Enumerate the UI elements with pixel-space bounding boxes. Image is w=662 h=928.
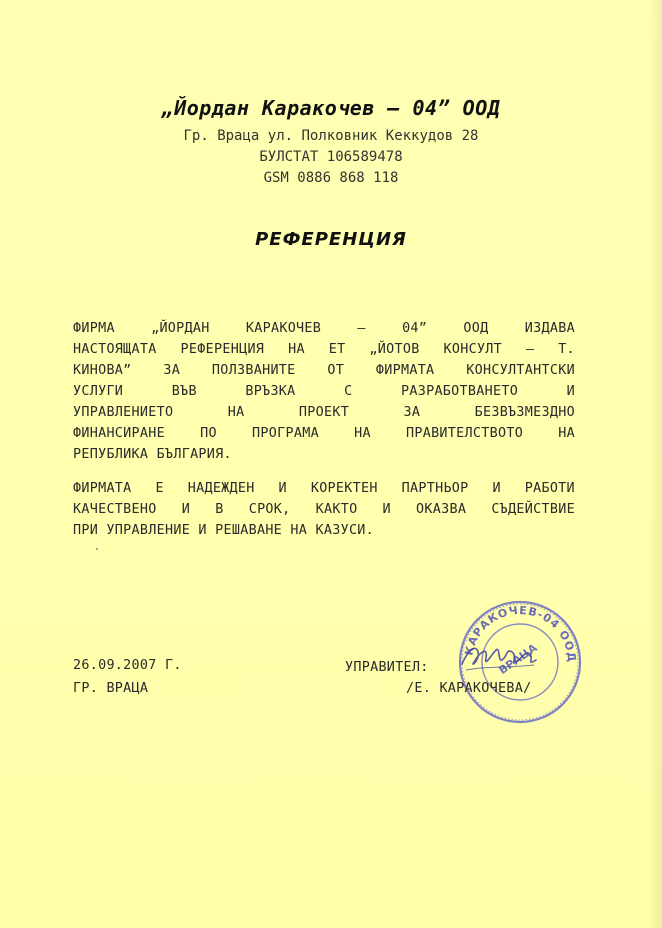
paragraph-word: ПОЛЗВАНИТЕ <box>211 363 296 378</box>
paragraph-word: БЕЗВЪЗМЕЗДНО <box>474 405 575 420</box>
paragraph-word: РЕФЕРЕНЦИЯ <box>180 342 265 357</box>
paragraph-word: УСЛУГИ <box>73 384 124 399</box>
paragraph-word: КИНОВА” <box>73 363 132 378</box>
paragraph-word: УПРАВЛЕНИЕТО <box>73 405 174 420</box>
paragraph-word: КАРАКОЧЕВ <box>245 321 322 336</box>
paragraph-word: Е <box>155 481 164 496</box>
paragraph-word: – <box>357 321 366 336</box>
paragraph-word: – <box>525 342 535 357</box>
paragraph-word: ПРАВИТЕЛСТВОТО <box>405 426 524 441</box>
manager-label: УПРАВИТЕЛ: <box>345 660 429 675</box>
paragraph-line <box>73 478 575 499</box>
company-address: Гр. Враца ул. Полковник Кеккудов 28 <box>183 128 479 144</box>
paper-speck <box>96 548 98 550</box>
paragraph-word: КОРЕКТЕН <box>310 481 378 496</box>
paragraph-word: НА <box>558 426 575 441</box>
paragraph-word: И <box>181 502 191 517</box>
paragraph-word: Т. <box>558 342 575 357</box>
paragraph-word: И <box>566 384 575 399</box>
company-gsm: GSM 0886 868 118 <box>263 170 399 186</box>
paragraph-word: КОНСУЛТАНТСКИ <box>466 363 575 378</box>
paragraph-word: РАЗРАБОТВАНЕТО <box>401 384 519 399</box>
paragraph-word: ЗА <box>403 405 421 420</box>
paragraph-line <box>73 423 575 444</box>
paragraph-line <box>73 360 575 381</box>
paragraph-word: И <box>382 502 391 517</box>
paragraph-word: ФИРМАТА <box>73 481 132 496</box>
paragraph-word: ПАРТНЬОР <box>401 481 469 496</box>
paragraph-word: „ЙОРДАН <box>151 321 210 336</box>
paragraph-word: РАБОТИ <box>524 481 575 496</box>
paragraph-word: РЕПУБЛИКА БЪЛГАРИЯ. <box>73 447 232 462</box>
paragraph-line <box>73 339 575 360</box>
paragraph-line <box>73 381 575 402</box>
manager-signature <box>456 632 546 682</box>
paragraph-word: ОТ <box>327 363 345 378</box>
paragraph-line <box>73 499 575 520</box>
paragraph-word: ПРОЕКТ <box>298 405 350 420</box>
body-paragraph-2 <box>73 478 575 541</box>
paragraph-word: ПРИ УПРАВЛЕНИЕ И РЕШАВАНЕ НА КАЗУСИ. <box>73 523 375 538</box>
paragraph-line <box>73 318 575 339</box>
paragraph-word: ИЗДАВА <box>524 321 575 336</box>
paragraph-word: ОКАЗВА <box>416 502 467 517</box>
stamp-ring-text: КАРАКОЧЕВ-04 ООД <box>462 603 579 664</box>
paragraph-word: ВЪВ <box>171 384 197 399</box>
paragraph-word: НАСТОЯЩАТА <box>73 342 157 357</box>
paragraph-word: ПО <box>200 426 217 441</box>
paragraph-word: ООД <box>463 321 489 336</box>
paragraph-word: КАКТО <box>315 502 358 517</box>
paragraph-word: 04” <box>402 321 428 336</box>
manager-name: /Е. КАРАКОЧЕВА/ <box>406 681 532 696</box>
paragraph-word: КОНСУЛТ <box>443 342 503 357</box>
paragraph-word: ЕТ <box>328 342 346 357</box>
issue-city: ГР. ВРАЦА <box>73 681 149 696</box>
company-bulstat: БУЛСТАТ 106589478 <box>259 149 403 165</box>
paragraph-word: НАДЕЖДЕН <box>187 481 255 496</box>
paragraph-word: КАЧЕСТВЕНО <box>73 502 157 517</box>
paragraph-word: ЗА <box>163 363 181 378</box>
paragraph-word: „ЙОТОВ <box>369 342 420 357</box>
body-paragraph-1 <box>73 318 575 465</box>
paragraph-word: ПРОГРАМА <box>252 426 319 441</box>
paragraph-word: СРОК, <box>248 502 291 517</box>
issue-date: 26.09.2007 Г. <box>73 658 182 673</box>
paragraph-word: НА <box>288 342 305 357</box>
paragraph-word: И <box>278 481 287 496</box>
paragraph-line <box>73 402 575 423</box>
company-name: „Йордан Каракочев – 04” ООД <box>161 96 501 120</box>
paragraph-word: С <box>344 384 353 399</box>
paragraph-word: ВРЪЗКА <box>245 384 296 399</box>
paragraph-word: НА <box>227 405 245 420</box>
paragraph-line <box>73 444 575 465</box>
document-title: РЕФЕРЕНЦИЯ <box>255 229 407 250</box>
paragraph-word: ФИРМА <box>73 321 115 336</box>
paragraph-word: ФИНАНСИРАНЕ <box>73 426 165 441</box>
paragraph-word: В <box>215 502 224 517</box>
paragraph-word: СЪДЕЙСТВИЕ <box>491 502 575 517</box>
paragraph-word: НА <box>354 426 371 441</box>
stamp-center-text: ВРАЦА <box>496 641 540 677</box>
paragraph-line <box>73 520 575 541</box>
paragraph-word: И <box>492 481 501 496</box>
paragraph-word: ФИРМАТА <box>375 363 435 378</box>
